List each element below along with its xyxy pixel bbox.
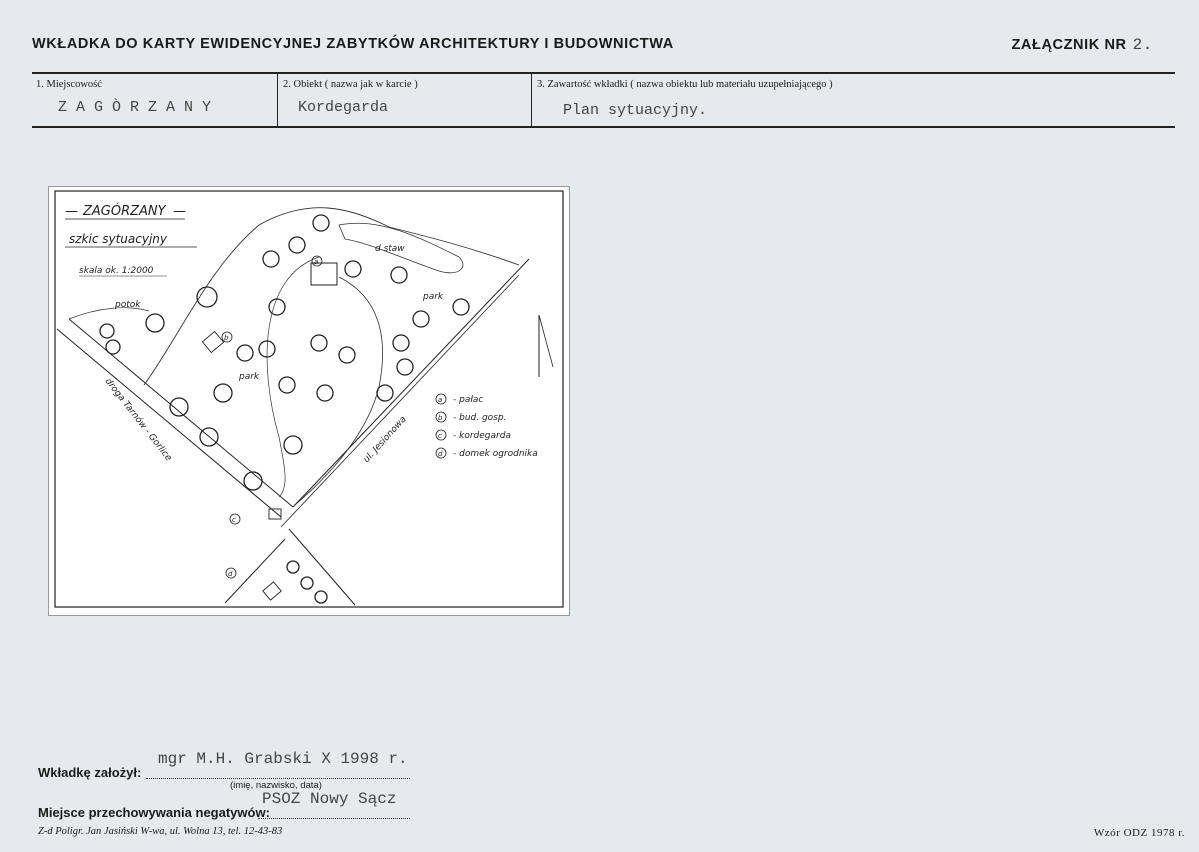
main-road-label: droga Tarnów - Gorlice xyxy=(102,376,174,464)
legend-key-b: b xyxy=(438,414,443,422)
marker-b: b xyxy=(224,334,229,342)
locality-label: 1. Miejscowość xyxy=(36,79,102,90)
map-scale: skala ok. 1:2000 xyxy=(79,266,154,276)
tree xyxy=(317,385,333,401)
author-line xyxy=(146,778,410,779)
marker-d: d xyxy=(228,570,233,578)
stream-label: potok xyxy=(115,300,141,310)
author-label: Wkładkę założył: xyxy=(38,765,142,780)
tree xyxy=(393,335,409,351)
author-hint: (imię, nazwisko, data) xyxy=(230,780,322,791)
tree xyxy=(301,577,313,589)
map-title: ZAGÓRZANY xyxy=(83,204,166,219)
map-title-dash-right: — xyxy=(173,204,186,219)
tree xyxy=(345,261,361,277)
tree xyxy=(391,267,407,283)
marker-a: a xyxy=(314,258,319,266)
tree xyxy=(315,591,327,603)
field-divider-2 xyxy=(531,74,532,126)
field-rule xyxy=(32,126,1175,128)
tree xyxy=(413,311,429,327)
content-value: Plan sytuacyjny. xyxy=(563,102,708,119)
content-label: 3. Zawartość wkładki ( nazwa obiektu lub materiału uzupełniającego ) xyxy=(537,79,833,90)
tree xyxy=(397,359,413,375)
tree xyxy=(287,561,299,573)
park-label-west: park xyxy=(239,372,260,382)
tree xyxy=(289,237,305,253)
form-title: WKŁADKA DO KARTY EWIDENCYJNEJ ZABYTKÓW ARCHITEKTURY I BUDOWNICTWA xyxy=(32,36,674,52)
tree xyxy=(237,345,253,361)
annex-label: ZAŁĄCZNIK NR xyxy=(1011,37,1127,53)
legend-key-d: d xyxy=(438,450,443,458)
north-arrow-icon xyxy=(539,315,553,377)
form-id: Wzór ODZ 1978 r. xyxy=(1093,827,1185,839)
legend-text-d: - domek ogrodnika xyxy=(453,449,538,459)
park-label-east: park xyxy=(423,292,444,302)
tree xyxy=(100,324,114,338)
tree xyxy=(377,385,393,401)
tree xyxy=(170,398,188,416)
legend-text-b: - bud. gosp. xyxy=(453,413,507,423)
tree xyxy=(279,377,295,393)
printer-imprint: Z-d Poligr. Jan Jasiński W-wa, ul. Wolna 13, tel. 12-43-83 xyxy=(38,826,283,837)
tree xyxy=(453,299,469,315)
object-value: Kordegarda xyxy=(298,99,389,116)
tree xyxy=(106,340,120,354)
object-label: 2. Obiekt ( nazwa jak w karcie ) xyxy=(283,79,418,90)
site-plan-sketch xyxy=(48,186,570,616)
field-divider-1 xyxy=(277,74,278,126)
tree xyxy=(311,335,327,351)
tree xyxy=(313,215,329,231)
header-rule xyxy=(32,72,1175,74)
legend-key-a: a xyxy=(438,396,443,404)
storage-line xyxy=(258,818,410,819)
marker-c: c xyxy=(232,516,236,524)
map-subtitle: szkic sytuacyjny xyxy=(69,232,168,246)
pond-label: d staw xyxy=(375,244,405,254)
tree xyxy=(263,251,279,267)
legend-text-a: - pałac xyxy=(453,395,484,405)
author-value: mgr M.H. Grabski X 1998 r. xyxy=(158,750,408,768)
site-plan-svg xyxy=(49,187,569,615)
legend-text-c: - kordegarda xyxy=(453,431,511,441)
side-road-label: ul. Jesionowa xyxy=(361,414,409,466)
tree xyxy=(214,384,232,402)
trees xyxy=(100,215,469,603)
tree xyxy=(339,347,355,363)
tree xyxy=(284,436,302,454)
map-title-dash-left: — xyxy=(65,204,78,219)
storage-label: Miejsce przechowywania negatywów: xyxy=(38,805,270,820)
locality-value: Z A G Ò R Z A N Y xyxy=(58,99,212,116)
legend-key-c: c xyxy=(438,432,442,440)
map-legend xyxy=(436,394,538,459)
tree xyxy=(269,299,285,315)
tree xyxy=(146,314,164,332)
tree xyxy=(244,472,262,490)
annex-number xyxy=(1011,36,1153,54)
storage-value: PSOZ Nowy Sącz xyxy=(262,790,397,808)
annex-value: 2. xyxy=(1132,36,1153,54)
